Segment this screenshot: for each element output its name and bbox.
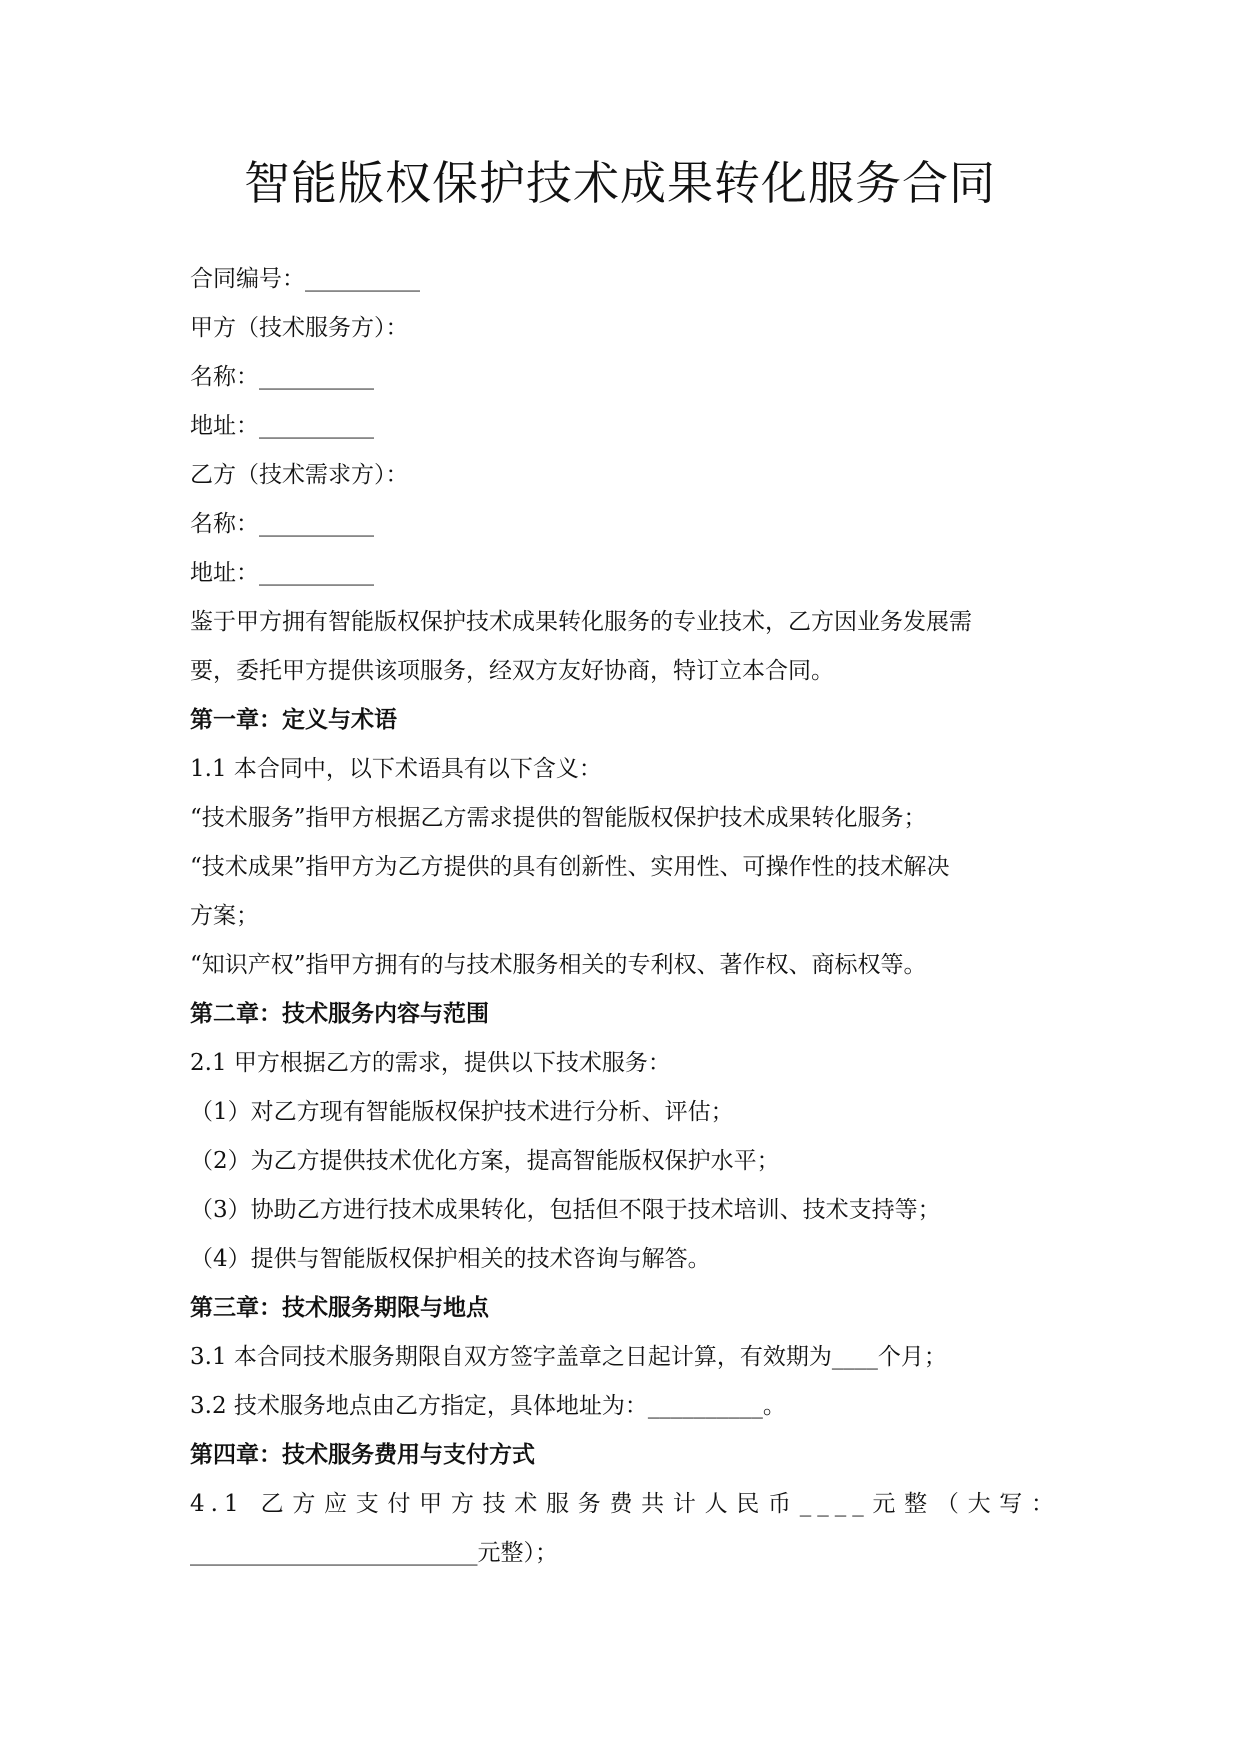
definition-technical-result-line-2: 方案； [190,903,259,929]
party-b-name-field: 名称：__________ [190,511,374,537]
preamble-line-2: 要，委托甲方提供该项服务，经双方友好协商，特订立本合同。 [190,658,834,684]
definition-intellectual-property: “知识产权”指甲方拥有的与技术服务相关的专利权、著作权、商标权等。 [190,952,927,978]
contract-body [190,255,1060,1578]
service-item-2: （2）为乙方提供技术优化方案，提高智能版权保护水平； [190,1148,780,1174]
chapter-3-heading: 第三章：技术服务期限与地点 [190,1295,489,1321]
preamble-line-1: 鉴于甲方拥有智能版权保护技术成果转化服务的专业技术，乙方因业务发展需 [190,609,972,635]
service-item-4: （4）提供与智能版权保护相关的技术咨询与解答。 [190,1246,711,1272]
contract-number-field: 合同编号：__________ [190,266,420,292]
party-b-label: 乙方（技术需求方）： [190,462,409,488]
clause-3-2: 3.2 技术服务地点由乙方指定，具体地址为：__________。 [190,1393,786,1419]
party-a-address-field: 地址：__________ [190,413,374,439]
clause-4-1-line-2: _________________________元整）； [190,1540,558,1566]
service-item-1: （1）对乙方现有智能版权保护技术进行分析、评估； [190,1099,734,1125]
clause-1-1: 1.1 本合同中，以下术语具有以下含义： [190,756,602,782]
clause-3-1: 3.1 本合同技术服务期限自双方签字盖章之日起计算，有效期为____个月； [190,1344,947,1370]
contract-title: 智能版权保护技术成果转化服务合同 [244,156,996,210]
clause-2-1: 2.1 甲方根据乙方的需求，提供以下技术服务： [190,1050,671,1076]
party-a-name-field: 名称：__________ [190,364,374,390]
definition-technical-service: “技术服务”指甲方根据乙方需求提供的智能版权保护技术成果转化服务； [190,805,927,831]
chapter-2-heading: 第二章：技术服务内容与范围 [190,1001,489,1027]
chapter-1-heading: 第一章：定义与术语 [190,707,397,733]
clause-4-1-line-1: 4.1 乙方应支付甲方技术服务费共计人民币____元整（大写： [190,1491,1060,1517]
party-b-address-field: 地址：__________ [190,560,374,586]
service-item-3: （3）协助乙方进行技术成果转化，包括但不限于技术培训、技术支持等； [190,1197,941,1223]
chapter-4-heading: 第四章：技术服务费用与支付方式 [190,1442,535,1468]
party-a-label: 甲方（技术服务方）： [190,315,409,341]
definition-technical-result-line-1: “技术成果”指甲方为乙方提供的具有创新性、实用性、可操作性的技术解决 [190,854,950,880]
